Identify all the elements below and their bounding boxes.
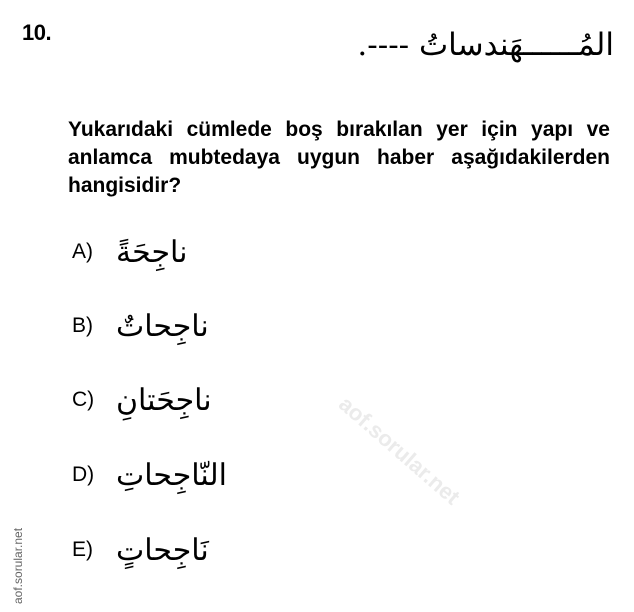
option-e-label: E) bbox=[72, 538, 93, 561]
option-b-arabic: ناجِحاتٌ bbox=[116, 309, 209, 344]
watermark-diagonal: aof.sorular.net bbox=[334, 391, 465, 510]
option-a-label: A) bbox=[72, 240, 93, 263]
watermark-side: aof.sorular.net bbox=[11, 527, 25, 604]
option-c-arabic: ناجِحَتانِ bbox=[116, 383, 212, 418]
question-number: 10. bbox=[22, 20, 52, 45]
option-d-label: D) bbox=[72, 463, 95, 486]
question-text: Yukarıdaki cümlede boş bırakılan yer için yapı ve anlamca mubtedaya uygun haber aşağıdakilerden hangisidir? bbox=[68, 118, 610, 197]
option-b-label: B) bbox=[72, 314, 93, 337]
option-c[interactable] bbox=[72, 380, 312, 426]
option-e-arabic: نَاجِحاتٍ bbox=[116, 533, 209, 568]
option-b[interactable] bbox=[72, 306, 312, 352]
option-e[interactable] bbox=[72, 530, 312, 576]
option-d-arabic: النّاجِحاتِ bbox=[116, 458, 227, 493]
option-d[interactable] bbox=[72, 455, 312, 501]
option-a-arabic: ناجِحَةً bbox=[116, 235, 188, 270]
arabic-sentence: المُــــــهَندساتُ ----. bbox=[357, 27, 614, 63]
option-a[interactable] bbox=[72, 232, 312, 278]
option-c-label: C) bbox=[72, 388, 95, 411]
